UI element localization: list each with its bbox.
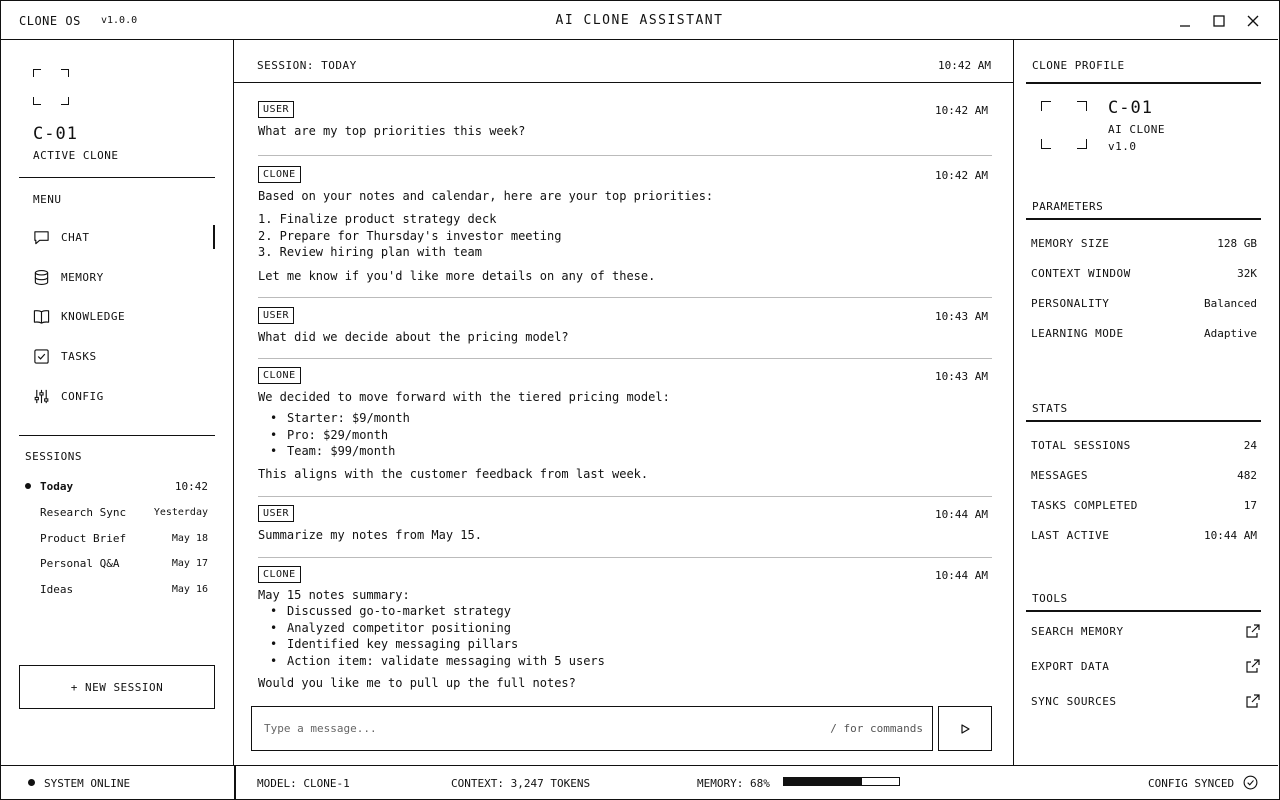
session-title: SESSION: TODAY xyxy=(257,59,357,72)
clone-avatar-icon xyxy=(33,69,69,105)
profile-version: v1.0 xyxy=(1108,140,1137,153)
list-item: • Team: $99/month xyxy=(270,444,396,458)
message-user xyxy=(258,505,992,543)
send-button[interactable] xyxy=(938,706,992,751)
stat-messages: MESSAGES 482 xyxy=(1031,469,1257,482)
message-text: Summarize my notes from May 15. xyxy=(258,528,482,542)
divider xyxy=(19,177,215,178)
database-icon xyxy=(33,269,50,286)
message-time: 10:43 AM xyxy=(935,310,988,323)
session-time: May 17 xyxy=(171,557,208,569)
session-time: May 16 xyxy=(171,583,208,595)
menu-item-label: CONFIG xyxy=(61,389,104,403)
message-time: 10:42 AM xyxy=(935,169,988,182)
list-item: • Identified key messaging pillars xyxy=(270,637,519,651)
stat-last-active: LAST ACTIVE 10:44 AM xyxy=(1031,529,1257,542)
session-name: Personal Q&A xyxy=(40,556,120,570)
memory-bar-fill xyxy=(784,778,862,785)
divider xyxy=(1026,218,1261,220)
message-time: 10:43 AM xyxy=(935,370,988,383)
session-item-personal-qa[interactable] xyxy=(25,554,208,572)
message-user xyxy=(258,307,992,345)
message-divider xyxy=(258,297,992,298)
menu-item-label: TASKS xyxy=(61,349,97,363)
menu-item-label: MEMORY xyxy=(61,270,104,284)
active-indicator xyxy=(213,225,215,249)
tool-sync-sources[interactable]: SYNC SOURCES xyxy=(1031,693,1261,709)
message-text: What did we decide about the pricing model? xyxy=(258,330,569,344)
sliders-icon xyxy=(33,388,50,405)
session-name: Today xyxy=(40,479,74,493)
list-item: 1. Finalize product strategy deck xyxy=(258,212,497,226)
app-version: v1.0.0 xyxy=(101,15,138,26)
divider xyxy=(234,766,236,799)
model-status: MODEL: CLONE-1 xyxy=(257,777,350,790)
divider xyxy=(1026,420,1261,422)
message-intro: May 15 notes summary: xyxy=(258,588,410,602)
message-composer xyxy=(251,706,933,751)
chat-panel xyxy=(234,40,1014,765)
menu-item-knowledge[interactable] xyxy=(33,304,217,328)
commands-hint: / for commands xyxy=(830,722,923,735)
session-name: Product Brief xyxy=(40,531,127,545)
param-personality: PERSONALITY Balanced xyxy=(1031,297,1257,310)
active-session-dot xyxy=(25,483,31,489)
profile-avatar-icon xyxy=(1041,101,1087,149)
minimize-icon xyxy=(1179,15,1191,27)
memory-bar xyxy=(783,777,900,786)
maximize-button[interactable] xyxy=(1211,13,1227,29)
session-item-product-brief[interactable] xyxy=(25,529,208,547)
message-input[interactable] xyxy=(252,707,812,749)
checkbox-icon xyxy=(33,348,50,365)
session-time: Yesterday xyxy=(153,506,208,518)
profile-title: CLONE PROFILE xyxy=(1032,59,1125,72)
menu-item-tasks[interactable] xyxy=(33,344,217,368)
session-time: 10:42 AM xyxy=(938,59,991,72)
message-divider xyxy=(258,155,992,156)
maximize-icon xyxy=(1213,15,1225,27)
role-badge: USER xyxy=(258,101,294,118)
sidebar xyxy=(1,40,234,765)
external-link-icon xyxy=(1245,623,1261,639)
book-icon xyxy=(33,308,50,325)
divider xyxy=(1026,610,1261,612)
context-status: CONTEXT: 3,247 TOKENS xyxy=(451,777,591,790)
menu-item-config[interactable] xyxy=(33,384,217,408)
session-item-research-sync[interactable] xyxy=(25,503,208,521)
list-item: • Starter: $9/month xyxy=(270,411,410,425)
clone-status: ACTIVE CLONE xyxy=(33,149,119,162)
message-time: 10:44 AM xyxy=(935,508,988,521)
list-item: • Action item: validate messaging with 5 users xyxy=(270,653,605,668)
send-icon xyxy=(959,723,971,735)
window-title: AI CLONE ASSISTANT xyxy=(555,13,724,28)
message-intro: We decided to move forward with the tiered pricing model: xyxy=(258,390,670,404)
tool-search-memory[interactable]: SEARCH MEMORY xyxy=(1031,623,1261,639)
profile-type: AI CLONE xyxy=(1108,123,1165,136)
param-context-window: CONTEXT WINDOW 32K xyxy=(1031,267,1257,280)
pricing-list xyxy=(258,410,992,460)
external-link-icon xyxy=(1245,693,1261,709)
session-name: Research Sync xyxy=(40,505,127,519)
param-memory-size: MEMORY SIZE 128 GB xyxy=(1031,237,1257,250)
session-name: Ideas xyxy=(40,582,74,596)
config-status: CONFIG SYNCED xyxy=(1148,777,1235,790)
message-clone xyxy=(258,367,992,482)
tool-export-data[interactable]: EXPORT DATA xyxy=(1031,658,1261,674)
check-circle-icon xyxy=(1243,775,1258,790)
priority-list xyxy=(258,211,992,261)
menu-item-label: KNOWLEDGE xyxy=(61,309,126,323)
message-outro: This aligns with the customer feedback from last week. xyxy=(258,466,649,481)
message-time: 10:44 AM xyxy=(935,569,988,582)
list-item: • Pro: $29/month xyxy=(270,427,389,442)
tools-title: TOOLS xyxy=(1032,592,1068,605)
system-status: SYSTEM ONLINE xyxy=(44,777,131,790)
session-item-ideas[interactable] xyxy=(25,580,208,598)
role-badge: CLONE xyxy=(258,166,301,183)
title-bar xyxy=(1,1,1278,40)
role-badge: CLONE xyxy=(258,367,301,384)
stat-total-sessions: TOTAL SESSIONS 24 xyxy=(1031,439,1257,452)
menu-item-label: CHAT xyxy=(61,230,90,244)
session-item-today[interactable] xyxy=(25,477,208,495)
list-item: 2. Prepare for Thursday's investor meeting xyxy=(258,228,562,243)
session-header xyxy=(234,40,1014,83)
stat-tasks-completed: TASKS COMPLETED 17 xyxy=(1031,499,1257,512)
online-dot xyxy=(28,779,35,786)
clone-id: C-01 xyxy=(33,124,78,144)
stats-title: STATS xyxy=(1032,402,1068,415)
memory-status: MEMORY: 68% xyxy=(697,777,770,790)
message-clone xyxy=(258,166,992,284)
minimize-button[interactable] xyxy=(1177,13,1193,29)
divider xyxy=(19,435,215,436)
role-badge: USER xyxy=(258,505,294,522)
profile-id: C-01 xyxy=(1108,98,1153,118)
close-button[interactable] xyxy=(1245,13,1261,29)
message-time: 10:42 AM xyxy=(935,104,988,117)
message-outro: Let me know if you'd like more details on any of these. xyxy=(258,268,656,283)
status-bar xyxy=(1,765,1278,798)
chat-bubble-icon xyxy=(33,229,50,246)
message-divider xyxy=(258,557,992,558)
divider xyxy=(1026,82,1261,84)
param-learning-mode: LEARNING MODE Adaptive xyxy=(1031,327,1257,340)
session-time: 10:42 xyxy=(174,479,208,493)
message-divider xyxy=(258,358,992,359)
menu-title: MENU xyxy=(33,193,62,206)
message-text: What are my top priorities this week? xyxy=(258,124,526,138)
message-divider xyxy=(258,496,992,497)
session-time: May 18 xyxy=(171,532,208,544)
new-session-button[interactable]: + NEW SESSION xyxy=(19,665,215,709)
sessions-title: SESSIONS xyxy=(25,450,82,463)
role-badge: CLONE xyxy=(258,566,301,583)
message-clone xyxy=(258,566,992,691)
message-outro: Would you like me to pull up the full notes? xyxy=(258,676,576,690)
message-intro: Based on your notes and calendar, here are your top priorities: xyxy=(258,189,714,203)
clone-profile-panel xyxy=(1013,40,1278,765)
close-icon xyxy=(1247,15,1259,27)
message-user xyxy=(258,101,992,139)
menu-item-memory[interactable] xyxy=(33,265,217,289)
menu-item-chat[interactable] xyxy=(33,225,217,249)
list-item: • Analyzed competitor positioning xyxy=(270,620,511,635)
external-link-icon xyxy=(1245,658,1261,674)
parameters-title: PARAMETERS xyxy=(1032,200,1104,213)
list-item: • Discussed go-to-market strategy xyxy=(270,604,511,618)
role-badge: USER xyxy=(258,307,294,324)
notes-list xyxy=(258,603,992,669)
list-item: 3. Review hiring plan with team xyxy=(258,245,482,259)
brand-name: CLONE OS xyxy=(19,14,81,28)
